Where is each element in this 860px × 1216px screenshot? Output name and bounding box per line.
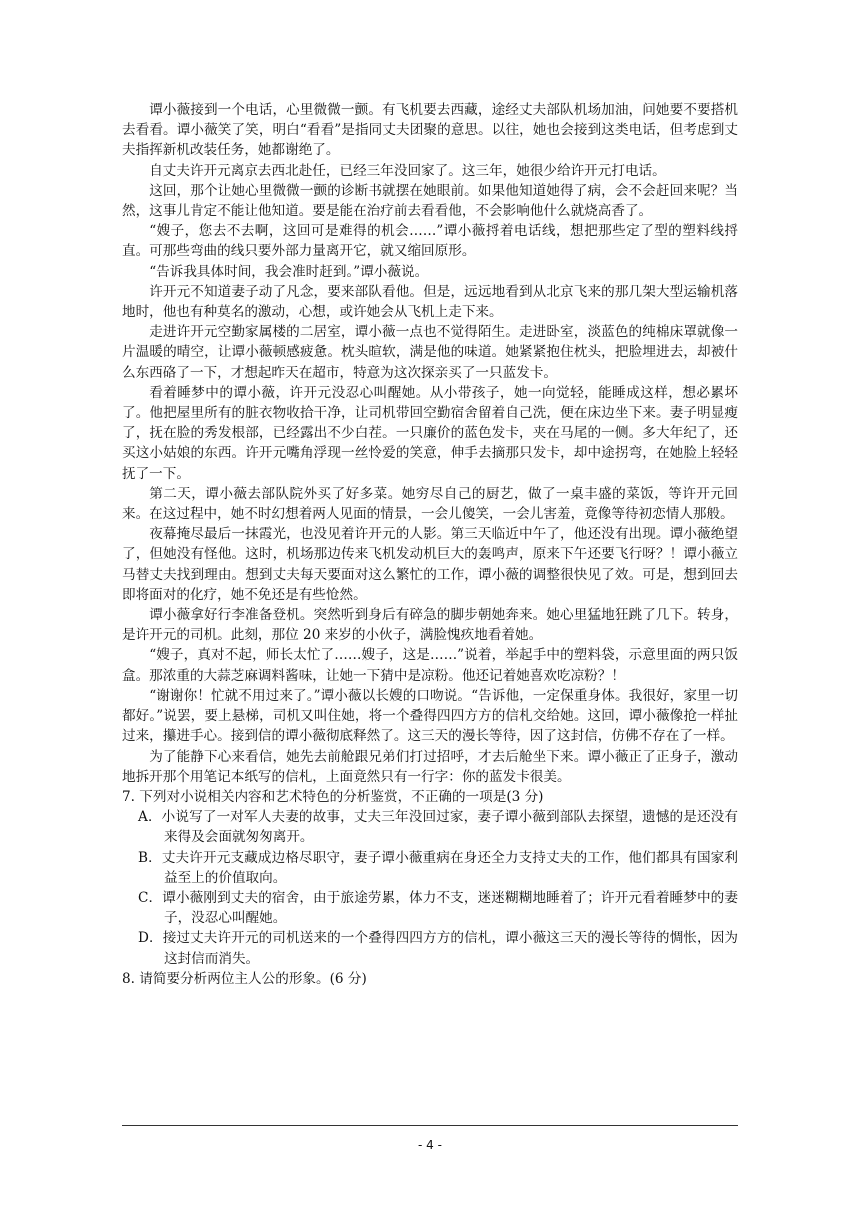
story-paragraph: 自丈夫许开元离京去西北赴任，已经三年没回家了。这三年，她很少给许开元打电话。 [149,162,666,179]
story-paragraph: 为了能静下心来看信，她先去前舱跟兄弟们打过招呼，才去后舱坐下来。谭小薇正了正身子，激动地拆开那个用笔记本纸写的信札，上面竟然只有一行字：你的蓝发卡很美。 [122,748,738,785]
story-paragraph: 谭小薇接到一个电话，心里微微一颤。有飞机要去西藏，途经丈夫部队机场加油，问她要不要搭机去看看。谭小薇笑了笑，明白“看看”是指同丈夫团聚的意思。以往，她也会接到这类电话，但考虑到丈夫指挥新机改装任务，她都谢绝了。 [122,102,738,159]
story-paragraph: “告诉我具体时间，我会准时赶到。”谭小薇说。 [149,263,429,280]
story-paragraph: “谢谢你！忙就不用过来了。”谭小薇以长嫂的口吻说。“告诉他，一定保重身体。我很好，家里一切都好。”说罢，要上悬梯，司机又叫住她，将一个叠得四四方方的信札交给她。这回，谭小薇像抢一样扯过来，攥进手心。接到信的谭小薇彻底释然了。这三天的漫长等待，因了这封信，仿佛不存在了一样。 [122,687,738,745]
question-7-option-d: D．接过丈夫许开元的司机送来的一个叠得四四方方的信札，谭小薇这三天的漫长等待的惆怅，因为这封信而消失。 [138,930,738,967]
story-paragraph: 第二天，谭小薇去部队院外买了好多菜。她穷尽自己的厨艺，做了一桌丰盛的菜饭，等许开元回来。在这过程中，她不时幻想着两人见面的情景，一会儿傻笑，一会儿害羞，竟像等待初恋情人那般。 [122,485,738,523]
question-7-option-b: B．丈夫许开元支藏成边格尽职守，妻子谭小薇重病在身还全力支持丈夫的工作，他们都具有国家利益至上的价值取向。 [138,849,738,886]
exam-text [122,100,738,989]
story-paragraph: 走进许开元空勤家属楼的二居室，谭小薇一点也不觉得陌生。走进卧室，淡蓝色的纯棉床罩就像一片温暖的晴空，让谭小薇顿感疲惫。枕头暄软，满是他的味道。她紧紧抱住枕头，把脸埋进去，却被什么东西硌了一下，才想起昨天在超市，特意为这次探亲买了一只蓝发卡。 [122,324,738,381]
page-number: - 4 - [418,1138,442,1152]
question-7-stem: 7. 下列对小说相关内容和艺术特色的分析鉴赏，不正确的一项是(3 分) [122,788,544,805]
story-paragraph: “嫂子，您去不去啊，这回可是难得的机会……”谭小薇捋着电话线，想把那些定了型的塑料线捋直。可那些弯曲的线只要外部力量离开它，就又缩回原形。 [122,223,738,260]
question-7-option-a: A．小说写了一对军人夫妻的故事，丈夫三年没回过家，妻子谭小薇到部队去探望，遗憾的是还没有来得及会面就匆匆离开。 [138,809,738,846]
footer-divider [122,1125,738,1126]
story-paragraph: 谭小薇拿好行李准备登机。突然听到身后有碎急的脚步朝她奔来。她心里猛地狂跳了几下。转身，是许开元的司机。此刻，那位 20 来岁的小伙子，满脸愧疚地看着她。 [122,607,738,644]
question-8-stem: 8. 请简要分析两位主人公的形象。(6 分) [122,970,367,987]
story-paragraph: 这回，那个让她心里微微一颤的诊断书就摆在她眼前。如果他知道她得了病，会不会赶回来呢？当然，这事儿肯定不能让他知道。要是能在治疗前去看看他，不会影响他什么就烧高香了。 [122,182,738,220]
question-7-option-c: C．谭小薇刚到丈夫的宿舍，由于旅途劳累，体力不支，迷迷糊糊地睡着了；许开元看着睡梦中的妻子，没忍心叫醒她。 [138,889,738,927]
story-paragraph: “嫂子，真对不起，师长太忙了……嫂子，这是……”说着，举起手中的塑料袋，示意里面的两只饭盒。那浓重的大蒜芝麻调料酱味，让她一下猜中是凉粉。他还记着她喜欢吃凉粉？！ [122,647,738,684]
story-paragraph: 许开元不知道妻子动了凡念，要来部队看他。但是，远远地看到从北京飞来的那几架大型运输机落地时，他也有种莫名的激动，心想，或许她会从飞机上走下来。 [122,283,738,321]
story-paragraph: 看着睡梦中的谭小薇，许开元没忍心叫醒她。从小带孩子，她一向觉轻，能睡成这样，想必累坏了。他把屋里所有的脏衣物收拾干净，让司机带回空勤宿舍留着自己洗，便在床边坐下来。妻子明显瘦了，抚在脸的秀发根部，已经露出不少白茬。一只廉价的蓝色发卡，夹在马尾的一侧。多大年纪了，还买这小姑娘的东西。许开元嘴角浮现一丝怜爱的笑意，伸手去摘那只发卡，却中途拐弯，在她脸上轻轻抚了一下。 [122,384,738,482]
story-paragraph: 夜幕掩尽最后一抹霞光，也没见着许开元的人影。第三天临近中午了，他还没有出现。谭小薇绝望了，但她没有怪他。这时，机场那边传来飞机发动机巨大的轰鸣声，原来下午还要飞行呀？！谭小薇立马替丈夫找到理由。想到丈夫每天要面对这么繁忙的工作，谭小薇的调整很快见了效。可是，想到回去即将面对的化疗，她不免还是有些怆然。 [122,526,738,603]
